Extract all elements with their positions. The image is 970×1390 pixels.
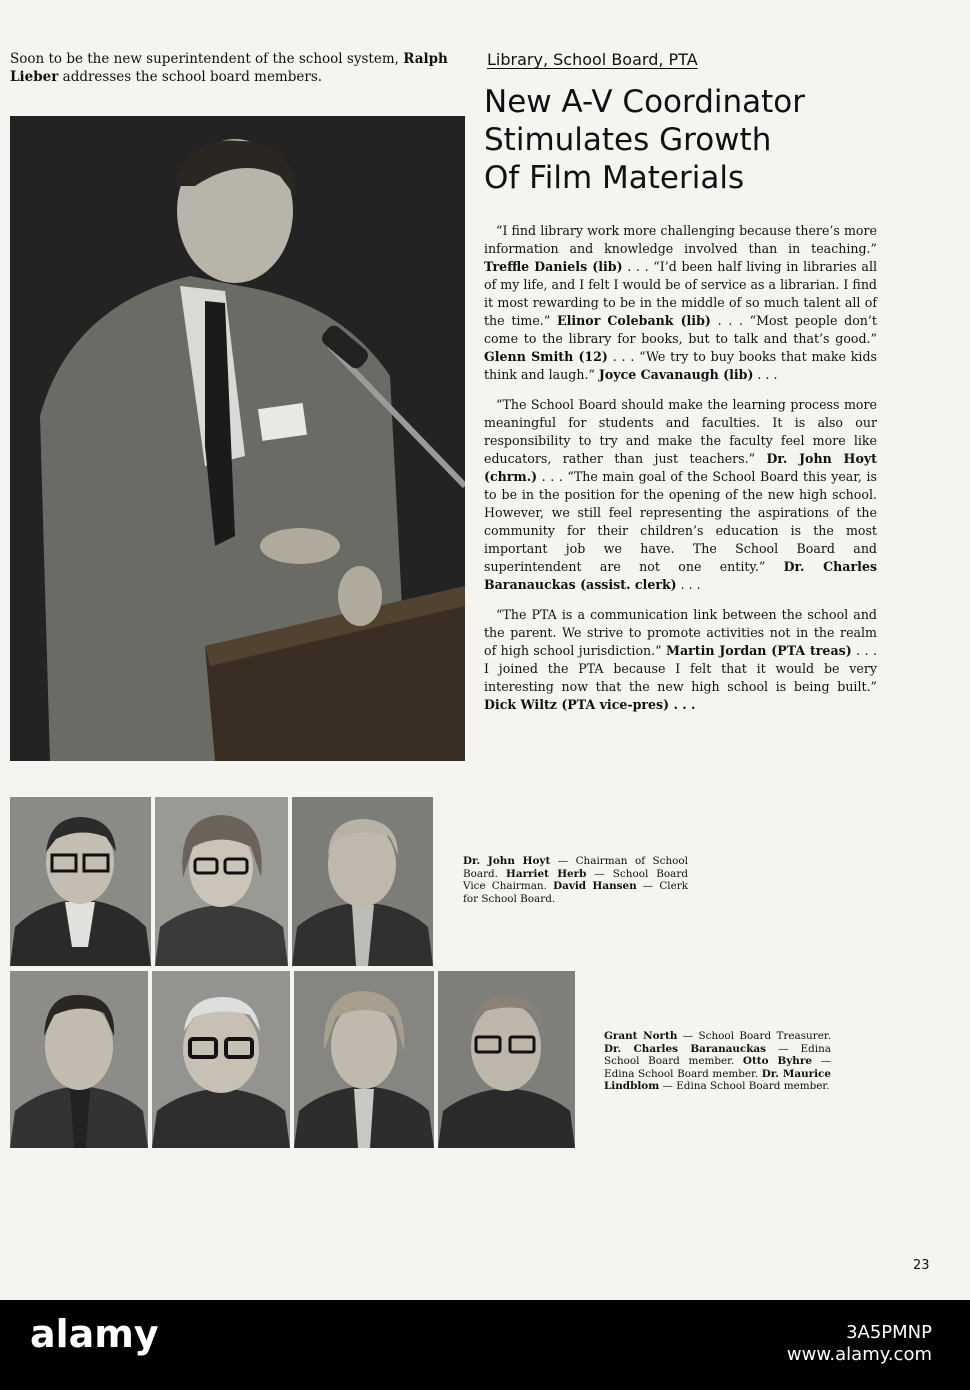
person-name: Dick Wiltz (PTA vice-pres) . . . bbox=[484, 697, 696, 712]
person-name: Dr. Charles Baranauckas (assist. clerk) bbox=[484, 559, 877, 592]
text-run: — School Board Vice Chairman. bbox=[463, 867, 688, 892]
portrait-charles-baranauckas bbox=[152, 971, 290, 1148]
text-run: — Chairman of School Board. bbox=[463, 855, 688, 880]
article-paragraph bbox=[484, 606, 877, 714]
text-run: — Edina School Board member. bbox=[604, 1042, 831, 1067]
article-paragraph bbox=[484, 396, 877, 594]
text-run: “I find library work more challenging because there’s more information and knowledge involved than in teaching.” bbox=[484, 223, 877, 256]
person-name: Grant North bbox=[604, 1030, 678, 1042]
site-url: www.alamy.com bbox=[786, 1344, 932, 1365]
section-label: Library, School Board, PTA bbox=[487, 50, 698, 69]
headline-line-2: Stimulates Growth bbox=[484, 122, 772, 158]
portrait-grant-north bbox=[10, 971, 148, 1148]
portrait-john-hoyt bbox=[10, 797, 151, 966]
portrait-david-hansen bbox=[292, 797, 433, 966]
person-name: Otto Byhre bbox=[742, 1055, 812, 1067]
main-photo bbox=[10, 116, 465, 761]
text-run: . . . “Most people don’t come to the library for books, but to talk and that’s good.” bbox=[484, 313, 877, 346]
caption-name: Ralph Lieber bbox=[10, 51, 448, 85]
portrait-otto-byhre bbox=[294, 971, 434, 1148]
main-photo-caption: Soon to be the new superintendent of the school system, Ralph Lieber addresses the school board members. bbox=[10, 51, 448, 85]
article-headline bbox=[484, 83, 954, 197]
text-run: — Edina School Board member. bbox=[659, 1080, 830, 1092]
person-name: Martin Jordan (PTA treas) bbox=[666, 643, 852, 658]
person-name: Dr. John Hoyt (chrm.) bbox=[484, 451, 877, 484]
alamy-logo: alamy bbox=[30, 1312, 159, 1356]
person-name: Glenn Smith (12) bbox=[484, 349, 608, 364]
text-run: . . . “The main goal of the School Board this year, is to be in the position for the opening of the new high school. However, we still feel representing the aspirations of the community for their children’s education is the most important job we have. The School Board and superintendent are not one entity.” bbox=[484, 469, 877, 574]
text-run: . . . “I’d been half living in libraries all of my life, and I felt I would be of service as a librarian. I find it most rewarding to be in the middle of so much talent all of the time.” bbox=[484, 259, 877, 328]
portrait-maurice-lindblom bbox=[438, 971, 575, 1148]
person-name: Treffle Daniels (lib) bbox=[484, 259, 623, 274]
article-body bbox=[484, 222, 877, 726]
watermark-footer bbox=[0, 1300, 970, 1390]
board-caption-row2 bbox=[604, 1030, 831, 1093]
text-run: — Edina School Board member. bbox=[604, 1055, 831, 1080]
text-run: — Clerk for School Board. bbox=[463, 880, 689, 905]
person-name: Dr. Maurice Lindblom bbox=[604, 1067, 831, 1092]
text-run: “The PTA is a communication link between the school and the parent. We strive to promote activities not in the realm of high school jurisdiction.” bbox=[484, 607, 877, 658]
board-caption-row1 bbox=[463, 855, 688, 905]
page-number: 23 bbox=[913, 1258, 930, 1273]
headline-line-1: New A-V Coordinator bbox=[484, 84, 806, 120]
image-id-block bbox=[787, 1322, 932, 1366]
text-run: “The School Board should make the learning process more meaningful for students and faculties. It is also our responsibility to try and make the faculty feel more like educators, rather than just teachers.” bbox=[484, 397, 877, 466]
headline-line-3: Of Film Materials bbox=[484, 160, 745, 196]
person-name: Dr. Charles Baranauckas bbox=[604, 1042, 767, 1055]
text-run: — School Board Treasurer. bbox=[677, 1030, 831, 1042]
text-run: . . . I joined the PTA because I felt that it would be very interesting now that the new high school is being built.” bbox=[484, 643, 877, 694]
text-run: . . . “We try to buy books that make kids think and laugh.” bbox=[484, 349, 877, 382]
person-name: David Hansen bbox=[553, 880, 637, 892]
image-id: 3A5PMNP bbox=[846, 1322, 932, 1343]
text-run: . . . bbox=[753, 367, 778, 382]
text-run: . . . bbox=[676, 577, 701, 592]
person-name: Harriet Herb bbox=[506, 867, 587, 880]
person-name: Joyce Cavanaugh (lib) bbox=[598, 367, 754, 382]
portrait-harriet-herb bbox=[155, 797, 288, 966]
person-name: Dr. John Hoyt bbox=[463, 855, 551, 867]
article-paragraph bbox=[484, 222, 877, 384]
person-name: Elinor Colebank (lib) bbox=[556, 313, 711, 328]
